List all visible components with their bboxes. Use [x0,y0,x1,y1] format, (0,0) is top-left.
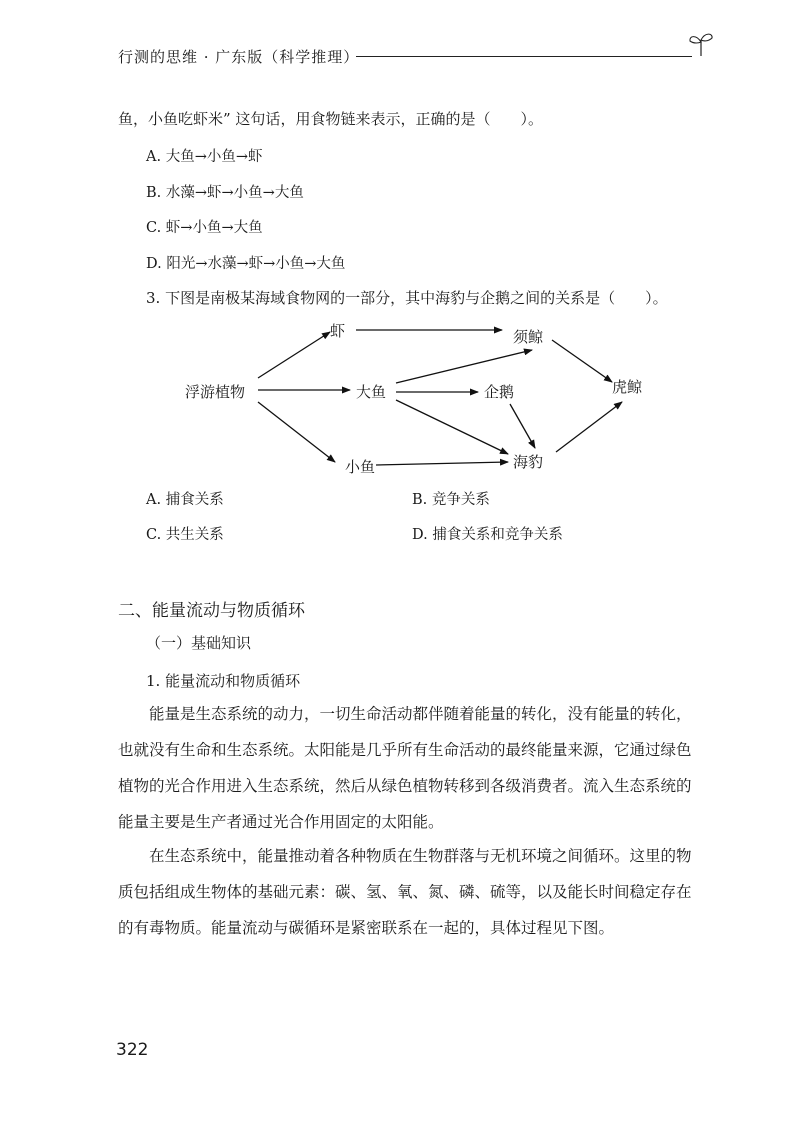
paragraph-line: 质包括组成生物体的基础元素：碳、氢、氧、氮、磷、硫等，以及能长时间稳定存在 [118,883,692,901]
node-shrimp: 虾 [330,322,346,340]
arrow-big_fish-to-seal [396,400,508,454]
option-d: D. 阳光→水藻→虾→小鱼→大鱼 [146,256,346,272]
paragraph-line: 能量主要是生产者通过光合作用固定的太阳能。 [118,813,444,831]
node-orca: 虎鲸 [612,378,643,396]
item-heading: 1. 能量流动和物质循环 [146,672,301,690]
node-small-fish: 小鱼 [345,458,376,476]
node-big-fish: 大鱼 [356,383,387,401]
node-seal: 海豹 [513,453,544,471]
paragraph-line: 能量是生态系统的动力，一切生命活动都伴随着能量的转化，没有能量的转化， [118,705,692,723]
node-penguin: 企鹅 [484,383,515,401]
arrow-baleen_whale-to-orca [552,340,612,382]
node-plankton: 浮游植物 [185,383,246,401]
page-number: 322 [116,1040,149,1060]
running-header: 行测的思维 · 广东版（科学推理） [118,48,360,66]
arrow-plankton-to-small_fish [258,402,335,462]
arrow-seal-to-orca [556,402,622,452]
option-b: B. 水藻→虾→小鱼→大鱼 [146,185,304,201]
option-a: A. 大鱼→小鱼→虾 [146,149,263,165]
q3-option-b: B. 竞争关系 [412,492,490,508]
node-baleen-whale: 须鲸 [513,328,544,346]
paragraph-line: 也就没有生命和生态系统。太阳能是几乎所有生命活动的最终能量来源，它通过绿色 [118,741,692,759]
q3-option-a: A. 捕食关系 [146,492,224,508]
subsection-title: （一）基础知识 [146,634,252,652]
arrow-small_fish-to-seal [376,462,508,465]
q3-option-d: D. 捕食关系和竞争关系 [412,527,563,543]
arrow-penguin-to-seal [510,404,535,448]
paragraph-energy [118,696,714,840]
question-stem-tail: 鱼，小鱼吃虾米” 这句话，用食物链来表示，正确的是（ ）。 [118,110,543,128]
section-title: 二、能量流动与物质循环 [118,601,305,621]
arrow-plankton-to-shrimp [258,332,330,378]
paragraph-cycle [118,838,714,946]
q3-option-c: C. 共生关系 [146,527,224,543]
option-c: C. 虾→小鱼→大鱼 [146,220,263,236]
paragraph-line: 的有毒物质。能量流动与碳循环是紧密联系在一起的，具体过程见下图。 [118,919,615,937]
question-3-stem: 3. 下图是南极某海域食物网的一部分，其中海豹与企鹅之间的关系是（ ）。 [146,289,668,307]
paragraph-line: 植物的光合作用进入生态系统，然后从绿色植物转移到各级消费者。流入生态系统的 [118,777,692,795]
arrow-big_fish-to-baleen_whale [396,350,532,383]
paragraph-line: 在生态系统中，能量推动着各种物质在生物群落与无机环境之间循环。这里的物 [118,847,692,865]
